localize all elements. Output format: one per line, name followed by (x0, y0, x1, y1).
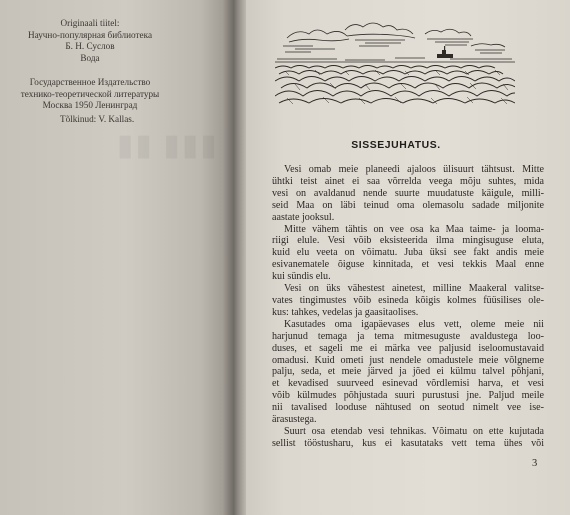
text-line: võib külmudes põhjustada suuri purustusi jne. Paljud meile (272, 390, 544, 402)
text-line: Kasutades oma igapäevases elus vett, oleme meie nii (284, 318, 544, 330)
chapter-heading: SISSEJUHATUS. (351, 140, 441, 151)
text-line: vates tingimustes võib esineda kõigis kolmes füüsilises ole- (272, 294, 544, 306)
text-line: esivanematele õiguse kinnitada, et vesi tekkis Maal enne (272, 259, 544, 271)
text-line: Suurt osa etendab vesi tehnikas. Võimatu on ette kujutada (284, 425, 544, 437)
text-line: harjunud temaga ja tema mitmesuguste avaldustega loo- (272, 330, 544, 342)
text-line: Vesi omab meie planeedi ajaloos ülisuurt tähtsust. Mitte (284, 164, 544, 175)
publisher-line: технико-теоретической литературы (20, 88, 160, 99)
text-line: nii tavalised looduse nähtused on seotud nimelt vee ise- (272, 402, 544, 414)
text-line: Vesi on üks vähestest ainetest, milline Maakeral valitse- (284, 283, 544, 295)
text-line: Mitte vähem tähtis on vee osa ka Maa taime- ja looma- (284, 223, 544, 235)
text-line: aastate jooksul. (272, 211, 335, 223)
text-line: seid Maa on läbi teinud oma olemasolu sadade miljonite (272, 199, 544, 211)
translator-line: Tõlkinud: V. Kallas. (60, 113, 135, 124)
left-page (0, 0, 228, 515)
text-line: kuid elu veeta on võimatu. Juba üksi see fakt andis meie (272, 247, 544, 259)
show-through-shadow: ▮▮▮ ▮▮ (115, 129, 218, 162)
text-line: ühtki teist ainet ei saa võrrelda veega mõju suhtes, mida (272, 175, 544, 187)
publisher-line: Государственное Издательство (29, 77, 151, 87)
text-line: omadusi. Kuid ometi just nendele omadustele meie võlgneme (272, 354, 544, 366)
text-line: ärasustega. (272, 414, 317, 426)
credit-line: Originaali tiitel: (60, 18, 120, 28)
credit-line: Вода (80, 52, 100, 63)
text-line: riigi elule. Vesi võib eksisteerida ilma mingisuguse eluta, (272, 235, 544, 247)
credit-line: Б. Н. Суслов (65, 41, 115, 51)
credit-line: Научно-популярная библиотека (27, 29, 153, 40)
text-line: kui sündis elu. (272, 271, 331, 283)
publisher-line: Москва 1950 Ленинград (42, 100, 138, 110)
text-line: kus: tahkes, vedelas ja gaasitaolises. (272, 306, 419, 318)
text-line: sellist tööstusharu, kus ei kasutataks vett tema ühes või (272, 437, 544, 449)
text-line: palju, seda, et meie järved ja jõed ei külmu talvel põhjani, (272, 366, 544, 378)
body-text (272, 164, 544, 450)
book-gutter (222, 0, 248, 515)
text-line: duses, et sageli me ei märka vee paljusid iseloomustavaid (272, 342, 544, 354)
sea-vignette-illustration (275, 16, 515, 108)
text-line: et kevadised suurveed esinevad võrdlemisi harva, et vesi (272, 378, 544, 390)
credits-block (0, 18, 180, 125)
text-line: vesi on avaldanud nende suurte muudatuste käigule, milli- (272, 187, 544, 199)
page-number: 3 (532, 458, 538, 469)
